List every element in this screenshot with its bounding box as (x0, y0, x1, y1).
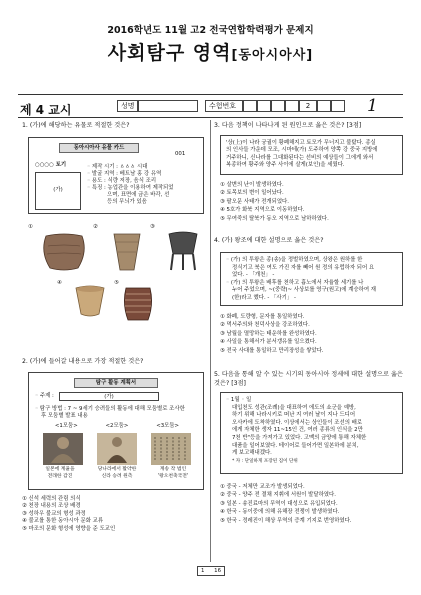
q3-passage-line: 의 인사들 가운데 모조, 시마테(가) 도주하여 양쪽 강 중국 지방에 (226, 147, 378, 154)
q1-card-title: 동아시아사 유물 카드 (59, 143, 139, 153)
q1-card-number: 001 (175, 151, 186, 157)
q3-passage-line: 복종하여 황주와 양주 사이에 살게(보인)을 세웠다. (226, 162, 345, 169)
exam-no-cell (331, 100, 345, 112)
q4-passage (220, 252, 403, 306)
q1-field: ◦ 특징 : 농업관을 이용하여 제작되었 (87, 185, 174, 192)
q1-field: 등의 무늬가 있음 (107, 199, 147, 206)
q2-caption-2 (91, 467, 143, 480)
exam-no-cell (257, 100, 271, 112)
q2-plan-title: 탐구 활동 계획서 (74, 378, 158, 388)
q1-field: ◦ 제작 시기 : ㅿㅿㅿ 시대 (87, 164, 148, 170)
q5-choice-1[interactable]: ① 중국 - 저체만 교조가 발생되었다. (220, 484, 305, 490)
choice-marker: ⑤ (114, 280, 119, 286)
q3-passage (220, 135, 403, 175)
exam-header-line: 2016학년도 11월 고2 전국연합학력평가 문제지 (107, 25, 314, 36)
q1-choice-5[interactable] (114, 280, 119, 287)
exam-no-field[interactable] (243, 100, 353, 112)
q5-passage-line: 오사카에 도착하였다. 이상에서는 상인들이 조선의 배로 (232, 419, 363, 426)
q2-group-label: <2모둠> (105, 423, 129, 429)
manuscript-image (151, 433, 191, 465)
q4-choices (220, 313, 403, 355)
column-divider (210, 120, 211, 562)
q4-choice-4[interactable]: ④ 사일을 통해서가 분서갱유를 일으켰다. (220, 339, 317, 346)
q3-choice-5[interactable]: ⑤ 무여죽의 탈북가 동오 지역으로 남하하였다. (220, 215, 329, 222)
title-sub: [동아시아사] (231, 48, 314, 63)
q4-passage-line: (한)라고 했다. - 「사기」 - (232, 294, 296, 301)
q1-choice-4[interactable] (57, 280, 62, 287)
q4-choice-1[interactable]: ① 화폐, 도량형, 문자를 통일하였다. (220, 314, 305, 320)
choice-marker: ④ (57, 280, 62, 286)
q1-choice-2[interactable] (93, 224, 98, 231)
caption-line: 일본에 계율을 (45, 467, 75, 472)
q2-topic-value: (가) (104, 394, 114, 400)
q4-choice-5[interactable]: ⑤ 전국 사대를 통일하고 만리장성을 쌓았다. (220, 347, 324, 354)
q3-choice-4[interactable]: ④ 5호가 화북 지역으로 이동하였다. (220, 207, 305, 214)
q1-field: ◦ 용도 : 식량 저장, 음식 조리 (87, 178, 157, 185)
session-label: 제 4 교시 (20, 103, 72, 117)
q1-item-name: ○○○○ 토기 (35, 162, 67, 168)
caption-line: 전래한 감진 (47, 473, 73, 479)
q4-prompt: 4. (가) 왕조에 대한 설명으로 옳은 것은? (214, 237, 324, 244)
q1-card (28, 137, 204, 214)
header-rule (18, 94, 403, 95)
choice-marker: ③ (150, 224, 155, 230)
header-rule-bottom (18, 117, 403, 118)
exam-no-digit: 2 (299, 100, 317, 112)
exam-title (0, 38, 421, 65)
q1-image-label: (가) (53, 187, 63, 194)
name-label: 성명 (117, 100, 138, 112)
q2-method (35, 406, 203, 420)
q3-passage-line: '상(上)이 나라 궁궐이 황폐해지고 토모가 무너지고 불탔다. 종실 (226, 140, 376, 146)
q4-passage-line: ◦ (가) 의 투왕은 배후를 천하고 흉노에서 자율할 세기를 나 (226, 279, 364, 286)
patterned-jar-image (122, 284, 154, 324)
q5-choice-4[interactable]: ④ 한국 - 동이중에 의해 유해장 전쟁이 발생하였다. (220, 509, 340, 516)
q2-group-label: <1모둠> (54, 423, 78, 429)
q3-passage-line: 거주하니, 신나라를 그대화된다는 선비의 예상들이 그에게 와서 (226, 154, 374, 161)
name-field[interactable] (138, 100, 198, 112)
q5-passage-line: 대품을 일어보였다. 테이어로 들어가면 일본하에 분치, (232, 442, 359, 449)
q2-choice-2[interactable]: ② 천장 내용의 조상 배경 (22, 503, 81, 510)
q5-passage-line: 대입천도 성관(조례)을 대표하여 에도의 쇼군을 예방, (232, 404, 356, 411)
caption-line: 계송 작 법인 (159, 467, 187, 472)
cup-image (73, 284, 107, 320)
q1-image-box (35, 172, 81, 210)
q5-choice-3[interactable]: ③ 일본 - 송진료마의 무역이 대성으로 유입되었다. (220, 500, 338, 507)
q5-passage (220, 392, 403, 474)
exam-no-label: 수험번호 (205, 100, 243, 112)
q3-choice-1[interactable]: ① 살변의 난이 발생하였다. (220, 182, 284, 188)
title-main: 사회탐구 영역 (107, 42, 232, 64)
q2-choice-4[interactable]: ④ 불교를 통한 동아시아 문화 교류 (22, 518, 104, 525)
q3-choices (220, 181, 403, 223)
q2-plan (28, 372, 204, 490)
q2-topic-label: ◦ 주제 : (35, 393, 54, 399)
q4-choice-2[interactable]: ② 먹서주의와 천덕사상을 강조하였다. (220, 322, 310, 329)
q3-prompt: 3. 다음 정책이 나타나게 된 원인으로 옳은 것은? [3점] (214, 122, 362, 129)
q5-choice-2[interactable]: ② 중국 - 양주 전 결채 지휘에 서원이 발달하였다. (220, 492, 336, 499)
q4-passage-line: ◦ (가) 의 투왕은 종(송)을 정벌하였으며, 상왕은 원하를 한 (226, 257, 363, 263)
q3-choice-2[interactable]: ② 토목보의 변이 일어났다. (220, 190, 284, 197)
choice-marker: ② (93, 224, 98, 230)
q5-passage-line: 7천 반"등을 가져가고 있었다. 고맥의 금양에 통해 자체한 (232, 434, 367, 441)
q3-choice-3[interactable]: ③ 팔오문 사태가 전개되었다. (220, 198, 289, 205)
q2-caption-1 (35, 467, 85, 480)
q5-note: * 자 : 단일하게 포장된 짐이 단위 (232, 458, 298, 464)
q5-passage-line: 에게 자체한 생자 11~15인 건, 여러 종류의 인식을 2만 (232, 427, 363, 434)
q2-topic-box (59, 392, 159, 401)
q1-choice-3[interactable] (150, 224, 155, 231)
q2-choices (22, 496, 207, 533)
q4-passage-line: 정식기고 북은 여도 가진 자를 빼어 원 정의 유럽하자 되어 요 (232, 264, 375, 271)
q1-prompt: 1. (가)에 해당하는 유물로 적절한 것은? (22, 122, 130, 129)
q2-caption-3 (147, 467, 199, 480)
q1-choice-1[interactable] (28, 224, 33, 231)
footer-page: 1 (201, 568, 205, 574)
footer-total: 16 (214, 568, 221, 574)
q5-prompt: 5. 다음을 통해 알 수 있는 시기의 동아시아 정세에 대한 설명으로 옳은 것은? [3점] (214, 371, 403, 387)
q1-field: 으며, 표면에 금은 바각, 선 (107, 192, 170, 199)
q4-passage-line: 었다. - 「개천」 - (232, 272, 275, 279)
exam-no-cell (243, 100, 257, 112)
exam-no-cell (285, 100, 299, 112)
monk-statue-image (43, 433, 83, 465)
q2-method-line: ◦ 탐구 방법 : 7 ~ 9세기 승려들의 활동에 대해 모둠별로 조사한 (35, 406, 185, 412)
q2-group-headers (41, 423, 193, 431)
q2-prompt: 2. (가)에 들어갈 내용으로 가장 적절한 것은? (22, 358, 144, 365)
q2-choice-1[interactable]: ① 신석 세력의 관림 의식 (22, 496, 81, 502)
caption-line: 당나라에서 활약한 (97, 467, 137, 472)
q5-choice-5[interactable]: ⑤ 한국 - 정레진이 해상 무역의 증계 기지로 번영하였다. (220, 517, 352, 524)
exam-no-cell (271, 100, 285, 112)
q5-passage-line: ◦ 1월 ◦ 일 (226, 397, 252, 403)
exam-no-cell (317, 100, 331, 112)
q1-fields (87, 164, 203, 207)
q4-choice-3[interactable]: ③ 남월을 멸망하는 태운하를 완성하였다. (220, 330, 317, 337)
q4-passage-line: 누어 주었으며, ~(중략)~ 사상보를 영구(원고)에 계승하여 재 (232, 287, 377, 294)
q2-method-line: 후 모둠별 발표 내용 (41, 413, 88, 419)
pottery-jar-image (40, 232, 88, 272)
q5-choices (220, 483, 403, 525)
tripod-vessel-image (165, 228, 201, 272)
q1-field: ◦ 발굴 지역 : 베트남 홍 강 유역 (87, 171, 162, 178)
q2-group-label: <3모둠> (156, 423, 180, 429)
monk-portrait-image (97, 433, 137, 465)
page-footer (197, 566, 225, 576)
q2-choice-5[interactable]: ⑤ 마조의 문화 형성에 영향을 준 도교인 (22, 525, 116, 532)
choice-marker: ① (28, 224, 33, 230)
q5-passage-line: 게 보고해내겠다. (232, 450, 272, 457)
q5-passage-line: 하기 위해 나라시키로 떠난 지 여러 날이 지나 드디어 (232, 412, 356, 419)
bronze-bowl-image (112, 230, 142, 274)
caption-line: 신라 승려 원측 (101, 473, 133, 479)
page-number: 1 (367, 96, 378, 116)
caption-line: '왕오천축국전' (157, 473, 189, 479)
q2-choice-3[interactable]: ③ 성하우 불교의 형성 과정 (22, 510, 86, 517)
